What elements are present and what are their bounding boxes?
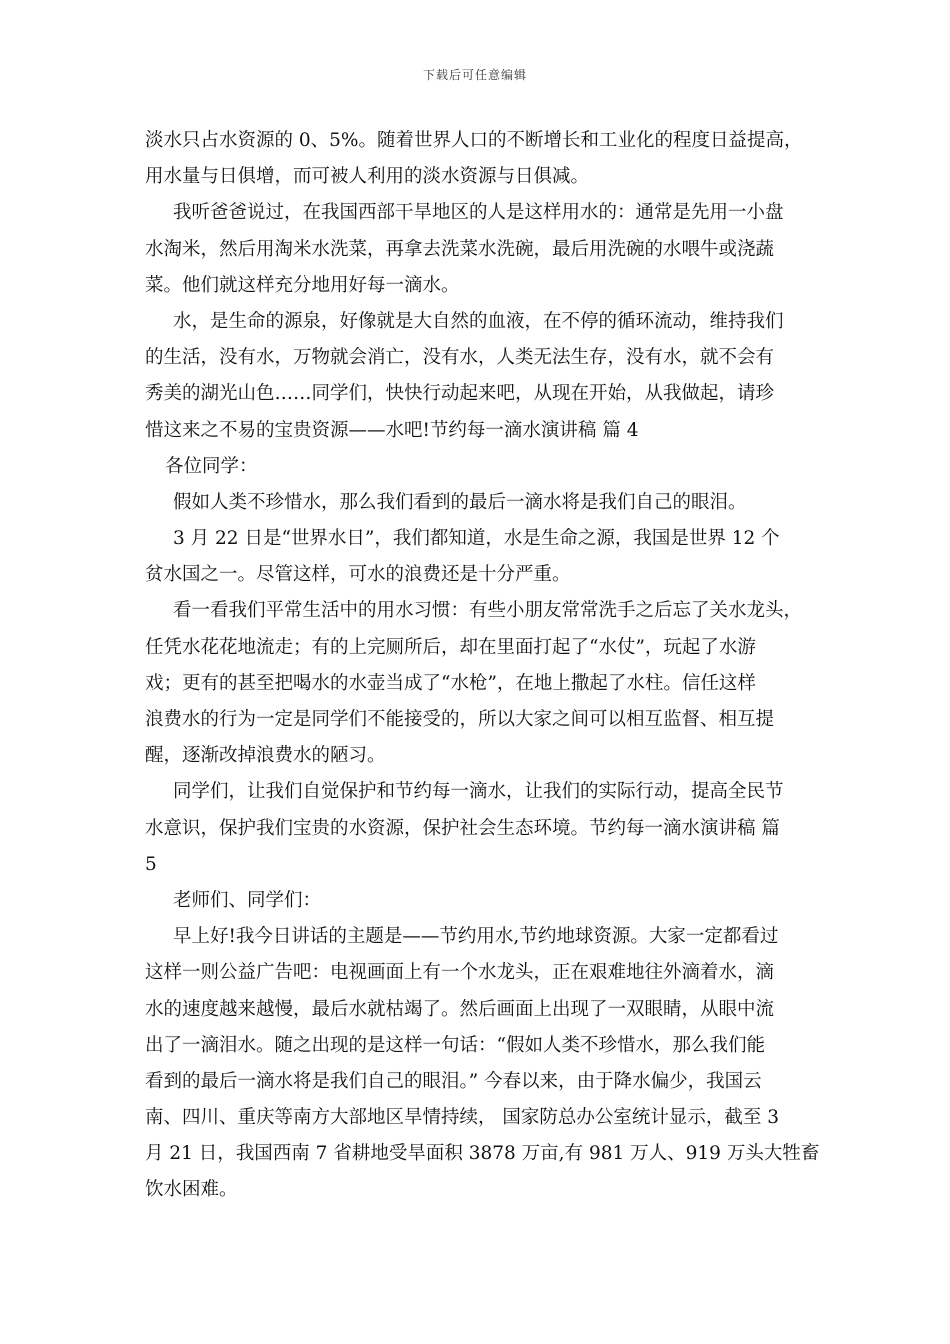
text-line: 贫水国之一。尽管这样，可水的浪费还是十分严重。 [145, 564, 571, 586]
text-line: 我听爸爸说过，在我国西部干旱地区的人是这样用水的：通常是先用一小盘 [173, 202, 784, 224]
salutation: 各位同学： [165, 455, 258, 477]
text-line: 醒，逐渐改掉浪费水的陋习。 [145, 745, 386, 767]
text-line: 用水量与日俱增，而可被人利用的淡水资源与日俱减。 [145, 166, 590, 188]
text-line: 看到的最后一滴水将是我们自己的眼泪。” 今春以来，由于降水偏少，我国云 [145, 1070, 762, 1092]
text-line: 同学们，让我们自觉保护和节约每一滴水，让我们的实际行动，提高全民节 [173, 781, 784, 803]
text-line: 水的速度越来越慢，最后水就枯竭了。然后画面上出现了一双眼睛，从眼中流 [145, 998, 775, 1020]
text-line: 水意识，保护我们宝贵的水资源，保护社会生态环境。节约每一滴水演讲稿 篇 [145, 817, 780, 839]
text-line: 早上好!我今日讲话的主题是——节约用水,节约地球资源。大家一定都看过 [173, 926, 779, 948]
text-line: 5 [145, 853, 157, 875]
text-line: 假如人类不珍惜水，那么我们看到的最后一滴水将是我们自己的眼泪。 [173, 491, 747, 513]
text-line: 3 月 22 日是“世界水日”，我们都知道，水是生命之源，我国是世界 12 个 [173, 528, 780, 550]
text-line: 的生活，没有水，万物就会消亡，没有水，人类无法生存，没有水，就不会有 [145, 347, 775, 369]
text-line: 这样一则公益广告吧：电视画面上有一个水龙头，正在艰难地往外滴着水，滴 [145, 962, 775, 984]
text-line: 菜。他们就这样充分地用好每一滴水。 [145, 274, 460, 296]
text-line: 看一看我们平常生活中的用水习惯：有些小朋友常常洗手之后忘了关水龙头， [173, 600, 803, 622]
text-line: 浪费水的行为一定是同学们不能接受的，所以大家之间可以相互监督、相互提 [145, 709, 775, 730]
text-line: 秀美的湖光山色……同学们，快快行动起来吧，从现在开始，从我做起，请珍 [145, 383, 775, 405]
text-line: 惜这来之不易的宝贵资源——水吧!节约每一滴水演讲稿 篇 4 [145, 419, 639, 441]
text-line: 饮水困难。 [145, 1179, 238, 1201]
text-line: 水淘米，然后用淘米水洗菜，再拿去洗菜水洗碗，最后用洗碗的水喂牛或浇蔬 [145, 238, 775, 260]
text-line: 南、四川、重庆等南方大部地区旱情持续， 国家防总办公室统计显示，截至 3 [145, 1107, 780, 1129]
text-line: 出了一滴泪水。随之出现的是这样一句话：“假如人类不珍惜水，那么我们能 [145, 1034, 765, 1056]
text-line: 任凭水花花地流走；有的上完厕所后，却在里面打起了“水仗”，玩起了水游 [145, 636, 756, 658]
text-line: 淡水只占水资源的 0、5%。随着世界人口的不断增长和工业化的程度日益提高， [145, 130, 803, 151]
body-text [145, 123, 820, 1209]
text-line: 戏；更有的甚至把喝水的水壶当成了“水枪”，在地上撒起了水柱。信任这样 [145, 672, 756, 694]
text-line: 月 21 日，我国西南 7 省耕地受旱面积 3878 万亩,有 981 万人、919 万头大牲畜 [145, 1143, 820, 1165]
header-note: 下载后可任意编辑 [422, 68, 527, 82]
text-line: 水，是生命的源泉，好像就是大自然的血液，在不停的循环流动，维持我们 [173, 310, 784, 332]
salutation: 老师们、同学们： [173, 889, 322, 911]
